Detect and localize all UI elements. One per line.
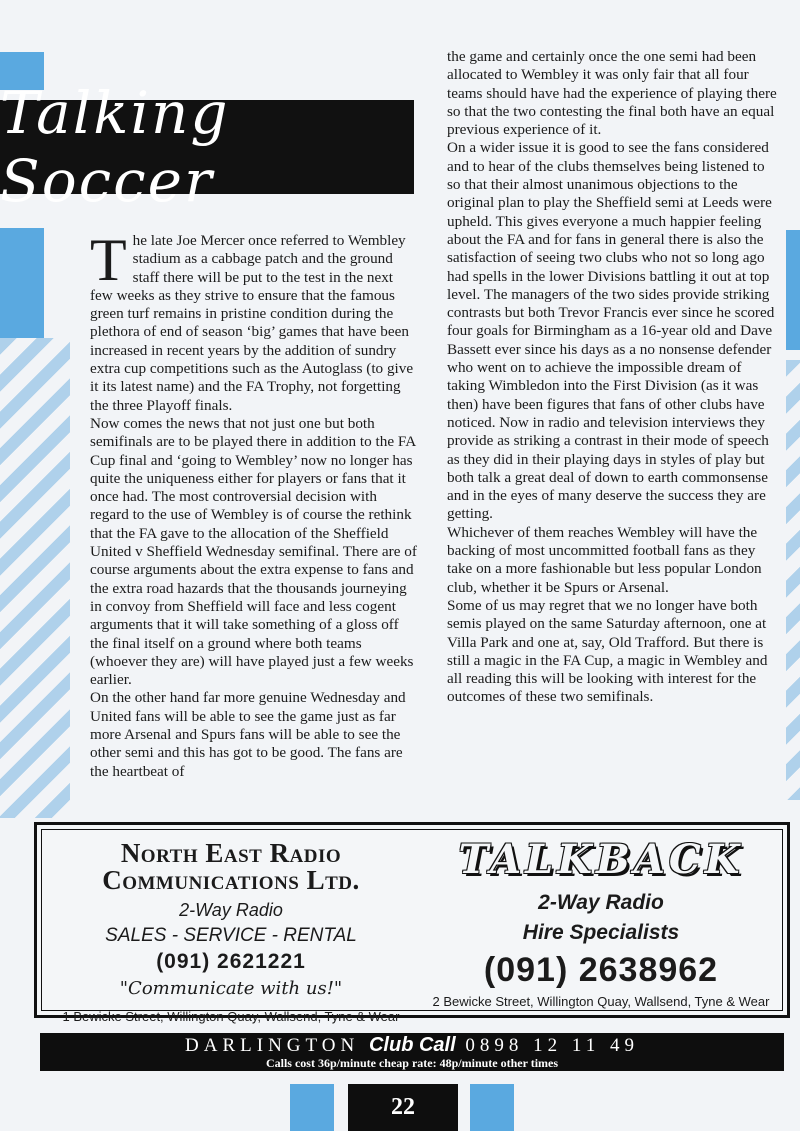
article-paragraph: On the other hand far more genuine Wednesday and United fans will be able to see the game just as far more Arsenal and Spurs fans will be able to see the other semi and this has got to be good. The fans are the heartbeat of (90, 689, 406, 780)
ad-talkback-address: 2 Bewicke Street, Willington Quay, Wallsend, Tyne & Wear (432, 994, 770, 1009)
club-call-banner (40, 1033, 784, 1071)
ad-services: SALES - SERVICE - RENTAL (105, 925, 357, 946)
article-column-right (447, 48, 781, 707)
company-name-line1: North East Radio (120, 838, 342, 868)
club-call-number: 0898 12 11 49 (465, 1035, 639, 1056)
article-paragraph (90, 227, 418, 415)
blue-stripe-bottom-right (470, 1084, 514, 1131)
ad-north-east-radio (42, 830, 420, 1024)
talkback-logo: TALKBACK (458, 836, 744, 883)
page-number: 22 (348, 1084, 458, 1131)
article-paragraph: Some of us may regret that we no longer have both semis played on the same Saturday afternoon, one at Villa Park and one at, say, Old Trafford. But there is still a magic in the FA Cup, a magic in Wembley and all reading this will be looking with interest for the outcomes of these two semifinals. (447, 596, 768, 706)
page-title: Talking Soccer (0, 79, 230, 215)
title-banner (0, 79, 414, 215)
diagonal-stripes-left (0, 338, 70, 818)
article-paragraph: Whichever of them reaches Wembley will have the backing of most uncommitted football fans as they take on a more fashionable but less popular London club, whether it be Spurs or Arsenal. (447, 523, 762, 596)
blue-stripe-bottom-left (290, 1084, 334, 1131)
advertisement-inner-border (41, 829, 783, 1024)
ad-talkback (420, 830, 782, 1010)
article-column-left (90, 227, 418, 781)
ad-talkback-line1: 2-Way Radio (538, 891, 664, 914)
club-call-line (40, 1035, 784, 1056)
ad-address: 1 Bewicke Street, Willington Quay, Wallsend, Tyne & Wear (62, 1009, 400, 1024)
ad-subtitle: 2-Way Radio (179, 900, 283, 920)
article-paragraph: On a wider issue it is good to see the fans considered and to hear of the clubs themselves being listened to so that their almost unanimous objections to the original plan to play the Sheffield semi at Leeds were upheld. This gives everyone a much happier feeling about the FA and for fans in general there is also the satisfaction of seeing two clubs who not so long ago had spells in the lower Divisions battling it out at top level. The managers of the two sides provide striking contrasts but both Trevor Francis ever since he scored four goals for Birmingham as a 16-year old and Dave Bassett ever since his days as a no nonsense defender who went on to achieve the impossible dream of taking Wimbledon into the First Division (as it was then) have been figures that fans of other clubs have noticed. Now in radio and television interviews they provide as striking a contrast in their mode of speech as they did in their playing days in styles of play but both talk a great deal of down to earth commonsense and in the eyes of many deserve the success they are getting. (447, 139, 775, 523)
article-paragraph: Now comes the news that not just one but both semifinals are to be played there in addition to the FA Cup final and ‘going to Wembley’ now no longer has quite the uniqueness either for players or fans that it once had. The most controversial decision with regard to the use of Wembley is of course the rethink that the FA gave to the allocation of the Sheffield United v Sheffield Wednesday semifinal. There are of course arguments about the extra expense to fans and the extra road hazards that the thousands journeying in convoy from Sheffield will face and less cogent arguments that it will take something of a gloss off the final itself on a ground where both teams (whoever they are) will have played just a few weeks earlier. (90, 414, 417, 689)
ad-talkback-phone: (091) 2638962 (483, 951, 719, 989)
club-call-town: DARLINGTON (185, 1035, 360, 1056)
blue-stripe-left (0, 228, 44, 338)
club-call-brand: Club Call (368, 1034, 456, 1056)
ad-phone-number: (091) 2621221 (156, 950, 306, 973)
blue-stripe-right (786, 230, 800, 350)
article-paragraph: the game and certainly once the one semi had been allocated to Wembley it was only fair that all four teams should have had the experience of playing there so that the two contesting the final both have an equal previous experience of it. (447, 48, 777, 139)
advertisement-box (34, 822, 790, 1024)
company-name-line2: Communications Ltd. (102, 865, 360, 895)
club-call-rates: Calls cost 36p/minute cheap rate: 48p/minute other times (265, 1056, 559, 1070)
diagonal-stripes-right (786, 360, 800, 800)
ad-talkback-line2: Hire Specialists (522, 921, 680, 944)
ad-slogan: "Communicate with us!" (119, 978, 343, 999)
article-paragraph-text: he late Joe Mercer once referred to Wembley stadium as a cabbage patch and the ground staff there will be put to the test in the next few weeks as they strive to ensure that the famous green turf remains in pristine condition during the plethora of end of season ‘big’ games that have been increased in recent years by the addition of sundry extra cup competitions such as the Autoglass (to give it its latest name) and the FA Trophy, not forgetting the three Playoff finals. (90, 232, 414, 414)
drop-cap: T (90, 227, 127, 293)
